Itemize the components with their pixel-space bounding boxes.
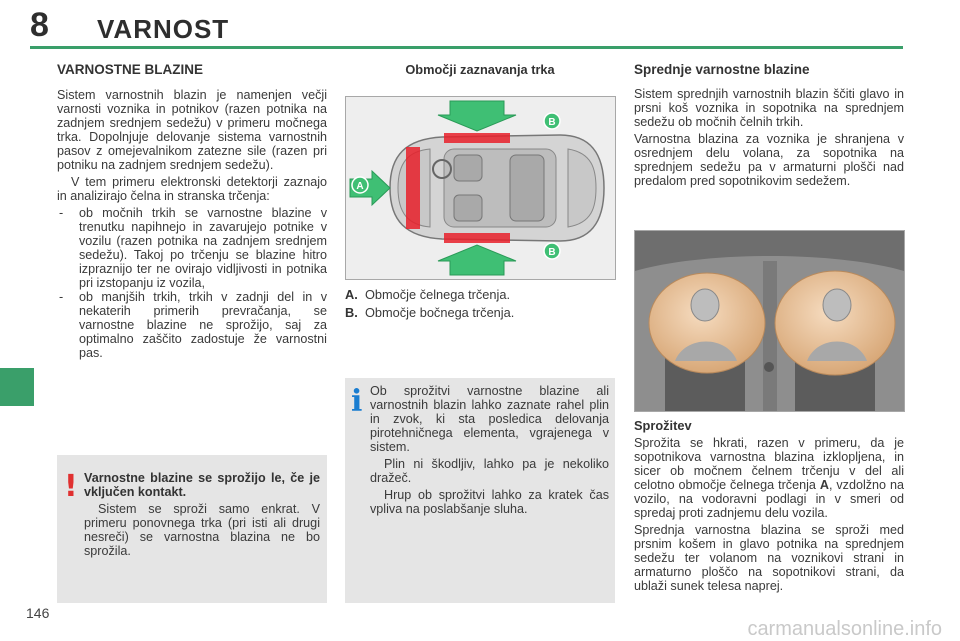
info-paragraph-3: Hrup ob sprožitvi lahko za kratek čas vpliva na poslabšanje sluha. xyxy=(370,488,609,516)
figure-legend xyxy=(345,286,615,322)
front-airbags-paragraph-1: Sistem sprednjih varnostnih blazin ščiti glavo in prsni koš voznika in sopotnika na sprednjem sedežu ob močnih čelnih trkih. xyxy=(634,87,904,129)
chapter-number: 8 xyxy=(30,6,49,44)
section-heading-airbags: VARNOSTNE BLAZINE xyxy=(57,62,204,77)
front-airbags-section xyxy=(634,62,904,191)
legend-item-a: A. Območje čelnega trčenja. xyxy=(345,287,511,302)
info-icon: i xyxy=(351,384,363,419)
subheading-deployment: Sprožitev xyxy=(634,418,692,433)
figure-title: Območji zaznavanja trka xyxy=(405,62,555,77)
intro-paragraph-1: Sistem varnostnih blazin je namenjen večji varnosti voznika in potnikov (razen potnika na zadnjem srednjem sedežu) v primeru močnega trka. Dopolnjuje delovanje sistema varnostnih pasov z omejevalnikom zatezne sile (razen pri potniku na zadnjem srednjem sedežu). xyxy=(57,88,327,172)
label-a-marker xyxy=(352,177,368,193)
header-divider xyxy=(30,46,903,49)
label-b-bottom-marker xyxy=(544,243,560,259)
info-paragraph-2: Plin ni škodljiv, lahko pa je nekoliko dražeč. xyxy=(370,457,609,485)
chapter-title: VARNOST xyxy=(97,14,230,44)
crash-zones-illustration xyxy=(346,97,615,279)
legend-item-b: B. Območje bočnega trčenja. xyxy=(345,305,515,320)
front-airbags-illustration xyxy=(635,231,904,411)
trigger-conditions-list xyxy=(57,206,327,360)
info-paragraph-1: Ob sprožitvi varnostne blazine ali varnostnih blazin lahko zaznate rahel plin in zvok, ki sta posledica delovanja pirotehničnega elementa, vgrajenega v sistem. xyxy=(370,384,609,454)
watermark: carmanualsonline.info xyxy=(747,618,942,640)
airbags-intro-text xyxy=(57,88,327,360)
warning-icon: ! xyxy=(64,469,78,504)
label-b-top-marker xyxy=(544,113,560,129)
deployment-section xyxy=(634,418,904,596)
chapter-side-tab xyxy=(0,368,34,406)
label-b-top: B xyxy=(548,117,556,128)
label-b-bottom: B xyxy=(548,247,556,258)
list-item: - ob močnih trkih se varnostne blazine v trenutku napihnejo in zavarujejo potnike v vozilu (razen potnika na zadnjem srednjem sedežu). Takoj po trčenju se blazine hitro izpraznijo ter ne ovirajo vidljivosti in potnika pri izstopanju iz vozila, xyxy=(57,206,327,290)
info-box xyxy=(345,378,615,603)
front-airbags-figure xyxy=(634,230,905,412)
warning-bold-text: Varnostne blazine se sprožijo le, če je vključen kontakt. xyxy=(84,471,320,499)
warning-box xyxy=(57,455,327,603)
deployment-paragraph-2: Sprednja varnostna blazina se sproži med prsnim košem in glavo potnika na sprednjem sedežu ter volanom na voznikovi strani in armaturno ploščo na sopotnikovi strani, da ublaži sunek telesa naprej. xyxy=(634,523,904,593)
label-a: A xyxy=(356,181,364,192)
page-number: 146 xyxy=(26,605,50,621)
list-item: - ob manjših trkih, trkih v zadnji del in v nekaterih primerih prevračanja, se varnostne blazine ne sprožijo, saj za optimalno zaščito zadostuje že varnostni pas. xyxy=(57,290,327,360)
intro-paragraph-2: V tem primeru elektronski detektorji zaznajo in analizirajo čelna in stranska trčenja: xyxy=(57,175,327,203)
front-airbags-paragraph-2: Varnostna blazina za voznika je shranjena v osrednjem delu volana, za sopotnika na sprednjem sedežu pa v armaturni plošči nad predalom pred sopotnikovim sedežem. xyxy=(634,132,904,188)
warning-text: Sistem se sproži samo enkrat. V primeru ponovnega trka (pri isti ali drugi nesreči) se varnostna blazina ne bo sprožila. xyxy=(84,502,320,558)
section-heading-front-airbags: Sprednje varnostne blazine xyxy=(634,62,810,77)
crash-zones-figure xyxy=(345,96,616,280)
airbags-intro-section xyxy=(57,62,327,360)
deployment-paragraph-1: Sprožita se hkrati, razen v primeru, da je sopotnikova varnostna blazina izklopljena, in sicer ob močnem čelnem trčenju v del ali celotno območje čelnega trčenja A, vzdolžno na vozilo, na vodoravni podlagi in v smeri od spredaj proti zadnjemu delu vozila. xyxy=(634,436,904,520)
